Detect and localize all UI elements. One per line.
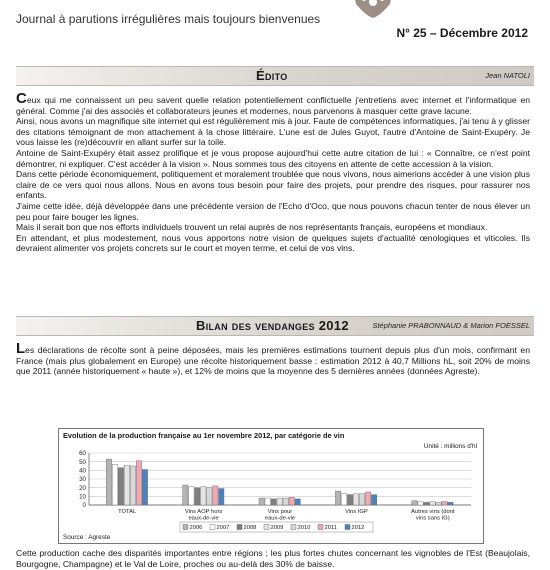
masthead bbox=[16, 0, 536, 44]
y-tick-label: 50 bbox=[79, 458, 86, 466]
edito-paragraph: J'aime cette idée, déjà développée dans une précédente version de l'Echo d'Oco, que nous pouvons chacun tenter de nous élever un peu pour faire bouger les lignes. bbox=[16, 200, 530, 222]
bar bbox=[112, 464, 117, 505]
bar bbox=[130, 466, 135, 505]
bar bbox=[436, 502, 441, 505]
legend-label: 2009 bbox=[270, 525, 284, 532]
bar bbox=[124, 465, 129, 505]
bar bbox=[219, 489, 224, 505]
y-tick-label: 10 bbox=[79, 493, 86, 501]
bar bbox=[195, 488, 200, 505]
bar bbox=[259, 498, 264, 505]
x-tick-label: eaux-de-vie bbox=[264, 515, 296, 522]
bar bbox=[335, 491, 340, 505]
bar bbox=[271, 499, 276, 505]
bar bbox=[213, 486, 218, 505]
legend-label: 2008 bbox=[243, 525, 257, 532]
edito-paragraph: Ainsi, nous avons un magnifique site internet qui est régulièrement mis à jour. Faute de compétences informatiques, j'ai tenu à y glisser des citations témoignant de mon attachement à la chose littéraire. L'une est de Jules Guyot, l'autre d'Antoine de Saint-Exupéry. Je vous laisse les (re)découvrir en allant surfer sur la toile. bbox=[16, 116, 530, 148]
edito-author: Jean NATOLI bbox=[485, 71, 530, 80]
bar bbox=[277, 498, 282, 505]
bar bbox=[295, 499, 300, 505]
x-tick-label: Vins IGP bbox=[345, 509, 368, 515]
y-tick-label: 60 bbox=[79, 450, 86, 458]
legend-swatch bbox=[291, 525, 296, 530]
bar bbox=[289, 497, 294, 505]
issue-number: N° 25 – Décembre 2012 bbox=[396, 26, 528, 40]
x-tick-label: Vins AOP hors bbox=[184, 509, 223, 515]
legend-label: 2006 bbox=[189, 525, 203, 532]
edito-paragraph: Ceux qui me connaissent un peu savent quelle relation potentiellement conflictuelle j'entretiens avec internet et l'informatique en général. Comme j'ai des associés et collaborateurs jeunes et modernes, nous parvenons à masquer cette grave lacune. bbox=[16, 90, 530, 116]
bar bbox=[341, 494, 346, 505]
bilan-paragraph: Les déclarations de récolte sont à peine déposées, mais les premières estimations tournent depuis plus d'un mois, confirmant en France (mais plus globalement en Europe) une récolte historiquement basse : estimation 2012 à 40,7 Millions hL, soit 20% de moins que 2011 (année historiquement « haute »), et 12% de moins que la moyenne des 5 dernières années (données Agreste). bbox=[16, 340, 530, 377]
bar bbox=[371, 495, 376, 505]
legend-swatch bbox=[345, 525, 350, 530]
bar bbox=[448, 502, 453, 505]
x-tick-label: TOTAL bbox=[118, 509, 137, 515]
bar bbox=[207, 488, 212, 505]
bar bbox=[183, 485, 188, 505]
bar bbox=[347, 495, 352, 505]
bar bbox=[365, 492, 370, 505]
edito-title: Édito bbox=[256, 68, 288, 83]
chart-unit: Unité : millions d'hl bbox=[423, 443, 477, 450]
bar bbox=[283, 498, 288, 505]
edito-header bbox=[16, 66, 534, 86]
chart-source: Source : Agreste bbox=[63, 534, 111, 541]
bar bbox=[359, 494, 364, 505]
legend-swatch bbox=[318, 525, 323, 530]
legend-label: 2012 bbox=[351, 525, 365, 532]
x-tick-label: Autres vins (dont bbox=[411, 509, 455, 515]
journal-tagline: Journal à parutions irrégulières mais toujours bienvenues bbox=[16, 12, 321, 26]
legend-label: 2010 bbox=[297, 525, 311, 532]
bilan-dropcap: L bbox=[16, 340, 26, 357]
bar bbox=[430, 502, 435, 505]
edito-dropcap: C bbox=[16, 90, 27, 107]
edito-paragraph: Dans cette période économiquement, politiquement et moralement troublée que nous vivons, nous aimerions accéder à une vision plus claire de ce vers quoi nous allons. Nous en avons tous besoin pour faire des projets, pour prendre des risques, pour rassurer nos enfants. bbox=[16, 169, 531, 201]
bar bbox=[136, 461, 141, 505]
production-chart-plot bbox=[59, 429, 483, 543]
bar bbox=[189, 487, 194, 505]
legend-label: 2007 bbox=[216, 525, 230, 532]
x-tick-label: vins sans IG) bbox=[415, 515, 450, 522]
bar bbox=[412, 501, 417, 505]
bilan-after-chart: Cette production cache des disparités importantes entre régions ; les plus fortes chutes concernant les vignobles de l'Est (Beaujolais, Bourgogne, Champagne) et le Val de Loire, proches ou au-delà des 30% de baisse. bbox=[16, 548, 530, 569]
edito-paragraph: Mais il serait bon que nos efforts individuels trouvent un relai auprès de nos représentants français, européens et mondiaux. bbox=[16, 222, 488, 233]
legend-swatch bbox=[183, 525, 188, 530]
production-chart bbox=[58, 428, 484, 544]
chart-title: Evolution de la production française au 1er novembre 2012, par catégorie de vin bbox=[63, 431, 345, 440]
x-tick-label: eaux-de-vie bbox=[188, 515, 219, 522]
y-tick-label: 0 bbox=[82, 502, 86, 510]
bar bbox=[118, 468, 123, 505]
legend-label: 2011 bbox=[324, 525, 337, 532]
bar bbox=[201, 487, 206, 505]
masthead-logo-icon bbox=[350, 0, 396, 20]
edito-paragraph: Antoine de Saint-Exupéry était assez prolifique et je vous propose aujourd'hui cette autre citation de lui : « Connaître, ce n'est point démontrer, ni expliquer. C'est accéder à la vision ». Nous sommes tous des citoyens en attente de cette accession à la vision. bbox=[16, 147, 530, 169]
edito-body bbox=[16, 90, 531, 254]
x-tick-label: Vins pour bbox=[267, 509, 293, 515]
bilan-author: Stéphanie PRABONNAUD & Marion FOESSEL bbox=[372, 321, 530, 330]
bar bbox=[353, 494, 358, 505]
bar bbox=[418, 502, 423, 505]
bar bbox=[106, 459, 111, 505]
legend-swatch bbox=[210, 525, 215, 530]
bar bbox=[424, 502, 429, 505]
bar bbox=[265, 498, 270, 505]
bilan-header bbox=[16, 316, 534, 336]
bilan-title: Bilan des vendanges 2012 bbox=[196, 318, 349, 333]
y-tick-label: 40 bbox=[79, 467, 86, 475]
bar bbox=[142, 469, 147, 505]
bar bbox=[442, 502, 447, 505]
y-tick-label: 30 bbox=[79, 476, 86, 484]
y-tick-label: 20 bbox=[79, 484, 86, 492]
legend-swatch bbox=[237, 525, 242, 530]
edito-paragraph: En attendant, et plus modestement, nous vous apportons notre vision de quelques sujets d'actualité œnologiques et viticoles. Ils devraient alimenter vos projets concrets sur le court et moyen terme, et celui de vos vins. bbox=[16, 232, 530, 254]
bilan-body bbox=[16, 340, 530, 377]
legend-swatch bbox=[264, 525, 269, 530]
